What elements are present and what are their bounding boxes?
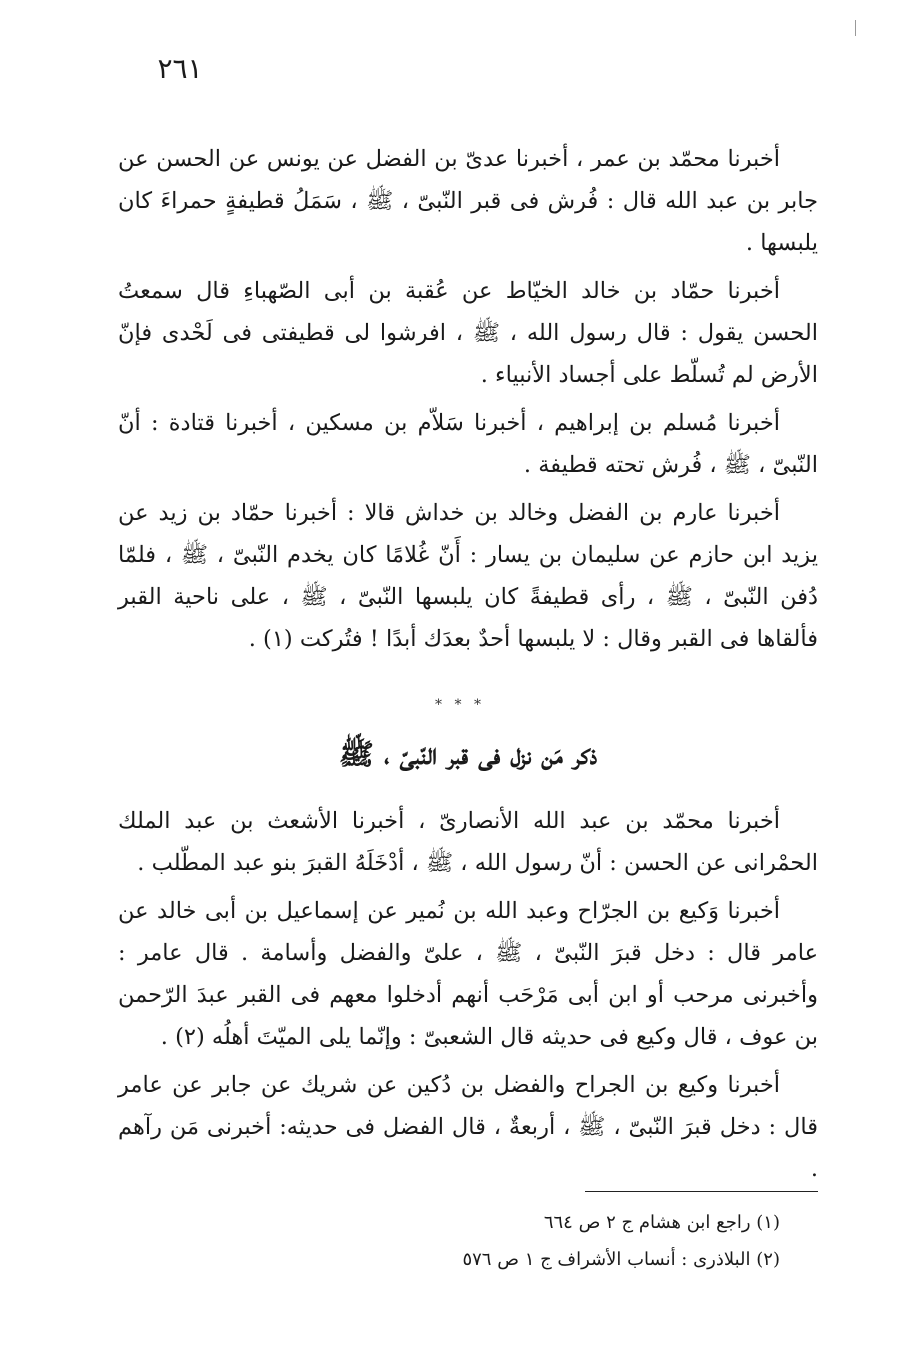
footnote-divider [585, 1191, 818, 1192]
footnote: (٢) البلاذرى : أنساب الأشراف ج ١ ص ٥٧٦ [462, 1249, 780, 1270]
page-number: ٢٦١ [157, 52, 203, 85]
paragraph: أخبرنا عارم بن الفضل وخالد بن خداش قالا : أخبرنا حمّاد بن زيد عن يزيد ابن حازم عن سليمان بن يسار : أَنّ غُلامًا كان يخدم النّبىّ ، ﷺ ، فلمّا دُفن النّبىّ ، ﷺ ، رأى قطيفةً كان يلبسها النّبىّ ، ﷺ ، على ناحية القبر فألقاها فى القبر وقال : لا يلبسها أحدٌ بعدَك أبدًا ! فتُركت (١) . [118, 500, 818, 652]
main-text-bottom [118, 800, 818, 1196]
footnote: (١) راجع ابن هشام ج ٢ ص ٦٦٤ [543, 1212, 780, 1233]
paragraph: أخبرنا محمّد بن عبد الله الأنصارىّ ، أخبرنا الأشعث بن عبد الملك الحمْرانى عن الحسن : أنّ رسول الله ، ﷺ ، أدْخَلَهُ القبرَ بنو عبد المطّلب . [118, 808, 818, 876]
footnotes [300, 1204, 780, 1278]
paragraph: أخبرنا وكيع بن الجراح والفضل بن دُكين عن شريك عن جابر عن عامر قال : دخل قبرَ النّبىّ ، ﷺ ، أربعةٌ ، قال الفضل فى حديثه: أخبرنى مَن رآهم . [118, 1072, 818, 1182]
paragraph: أخبرنا وَكيع بن الجرّاح وعبد الله بن نُمير عن إسماعيل بن أبى خالد عن عامر قال : دخل قبرَ النّبىّ ، ﷺ ، علىّ والفضل وأسامة . قال عامر : وأخبرنى مرحب أو ابن أبى مَرْحَب أنهم أدخلوا معهم فى القبر عبدَ الرّحمن بن عوف ، قال وكيع فى حديثه قال الشعبىّ : وإنّما يلى الميّتَ أهلُه (٢) . [118, 898, 818, 1050]
section-separator: * * * [435, 697, 485, 713]
paragraph: أخبرنا محمّد بن عمر ، أخبرنا عدىّ بن الفضل عن يونس عن الحسن عن جابر بن عبد الله قال : فُرش فى قبر النّبىّ ، ﷺ ، سَمَلُ قطيفةٍ حمراءَ كان يلبسها . [118, 146, 818, 256]
section-heading: ذكر مَن نزل فى قبر النّبىّ ، ﷺ [338, 737, 598, 771]
main-text-top [118, 138, 818, 666]
scan-edge-mark [855, 20, 856, 36]
paragraph: أخبرنا حمّاد بن خالد الخيّاط عن عُقبة بن أبى الصّهباءِ قال سمعتُ الحسن يقول : قال رسول الله ، ﷺ ، افرشوا لى قطيفتى فى لَحْدى فإنّ الأرض لم تُسلّط على أجساد الأنبياء . [118, 278, 818, 388]
paragraph: أخبرنا مُسلم بن إبراهيم ، أخبرنا سَلاّم بن مسكين ، أخبرنا قتادة : أنّ النّبىّ ، ﷺ ، فُرش تحته قطيفة . [118, 410, 818, 478]
